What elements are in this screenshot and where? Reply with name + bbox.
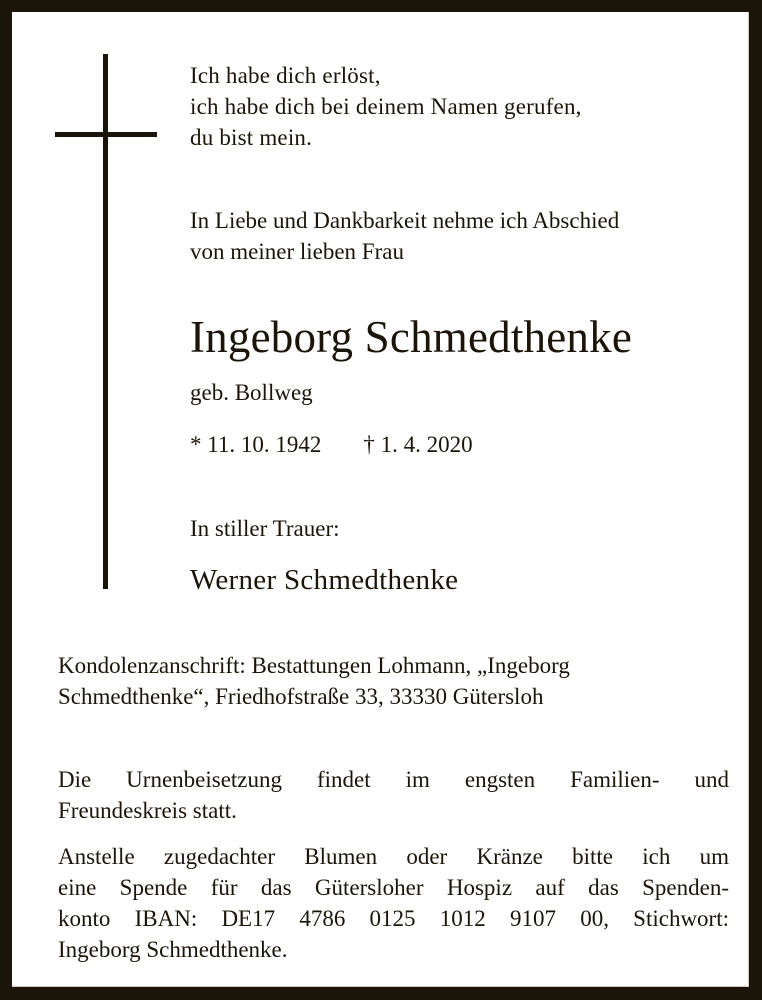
donation-line: eine Spende für das Gütersloher Hospiz auf das Spenden- xyxy=(58,875,729,900)
birth-date: * 11. 10. 1942 xyxy=(190,432,322,457)
condolence-line: Kondolenzanschrift: Bestattungen Lohmann, „Ingeborg xyxy=(58,653,570,678)
mourner-name: Werner Schmedthenke xyxy=(190,564,459,596)
donation-line: konto IBAN: DE17 4786 0125 1012 9107 00, Stichwort: xyxy=(58,906,729,931)
condolence-address xyxy=(58,650,729,712)
death-date: † 1. 4. 2020 xyxy=(363,432,473,457)
donation-line: Anstelle zugedachter Blumen oder Kränze bitte ich um xyxy=(58,844,729,869)
farewell-text xyxy=(190,205,619,267)
farewell-line: von meiner lieben Frau xyxy=(190,239,404,264)
farewell-line: In Liebe und Dankbarkeit nehme ich Abschied xyxy=(190,208,620,233)
burial-notice xyxy=(58,764,729,826)
verse-line: Ich habe dich erlöst, xyxy=(190,63,381,88)
birth-name: geb. Bollweg xyxy=(190,380,313,405)
mourning-label: In stiller Trauer: xyxy=(190,516,340,541)
donation-line: Ingeborg Schmedthenke. xyxy=(58,937,288,962)
verse-line: ich habe dich bei deinem Namen gerufen, xyxy=(190,94,582,119)
burial-line: Freundeskreis statt. xyxy=(58,798,237,823)
bible-verse xyxy=(190,60,582,153)
donation-request xyxy=(58,841,729,965)
condolence-line: Schmedthenke“, Friedhofstraße 33, 33330 Gütersloh xyxy=(58,684,544,709)
burial-line: Die Urnenbeisetzung findet im engsten Familien- und xyxy=(58,767,729,792)
life-dates xyxy=(190,430,473,460)
deceased-name: Ingeborg Schmedthenke xyxy=(190,312,633,362)
obituary-notice xyxy=(12,12,749,987)
cross-horizontal-bar xyxy=(55,132,157,137)
verse-line: du bist mein. xyxy=(190,125,313,150)
